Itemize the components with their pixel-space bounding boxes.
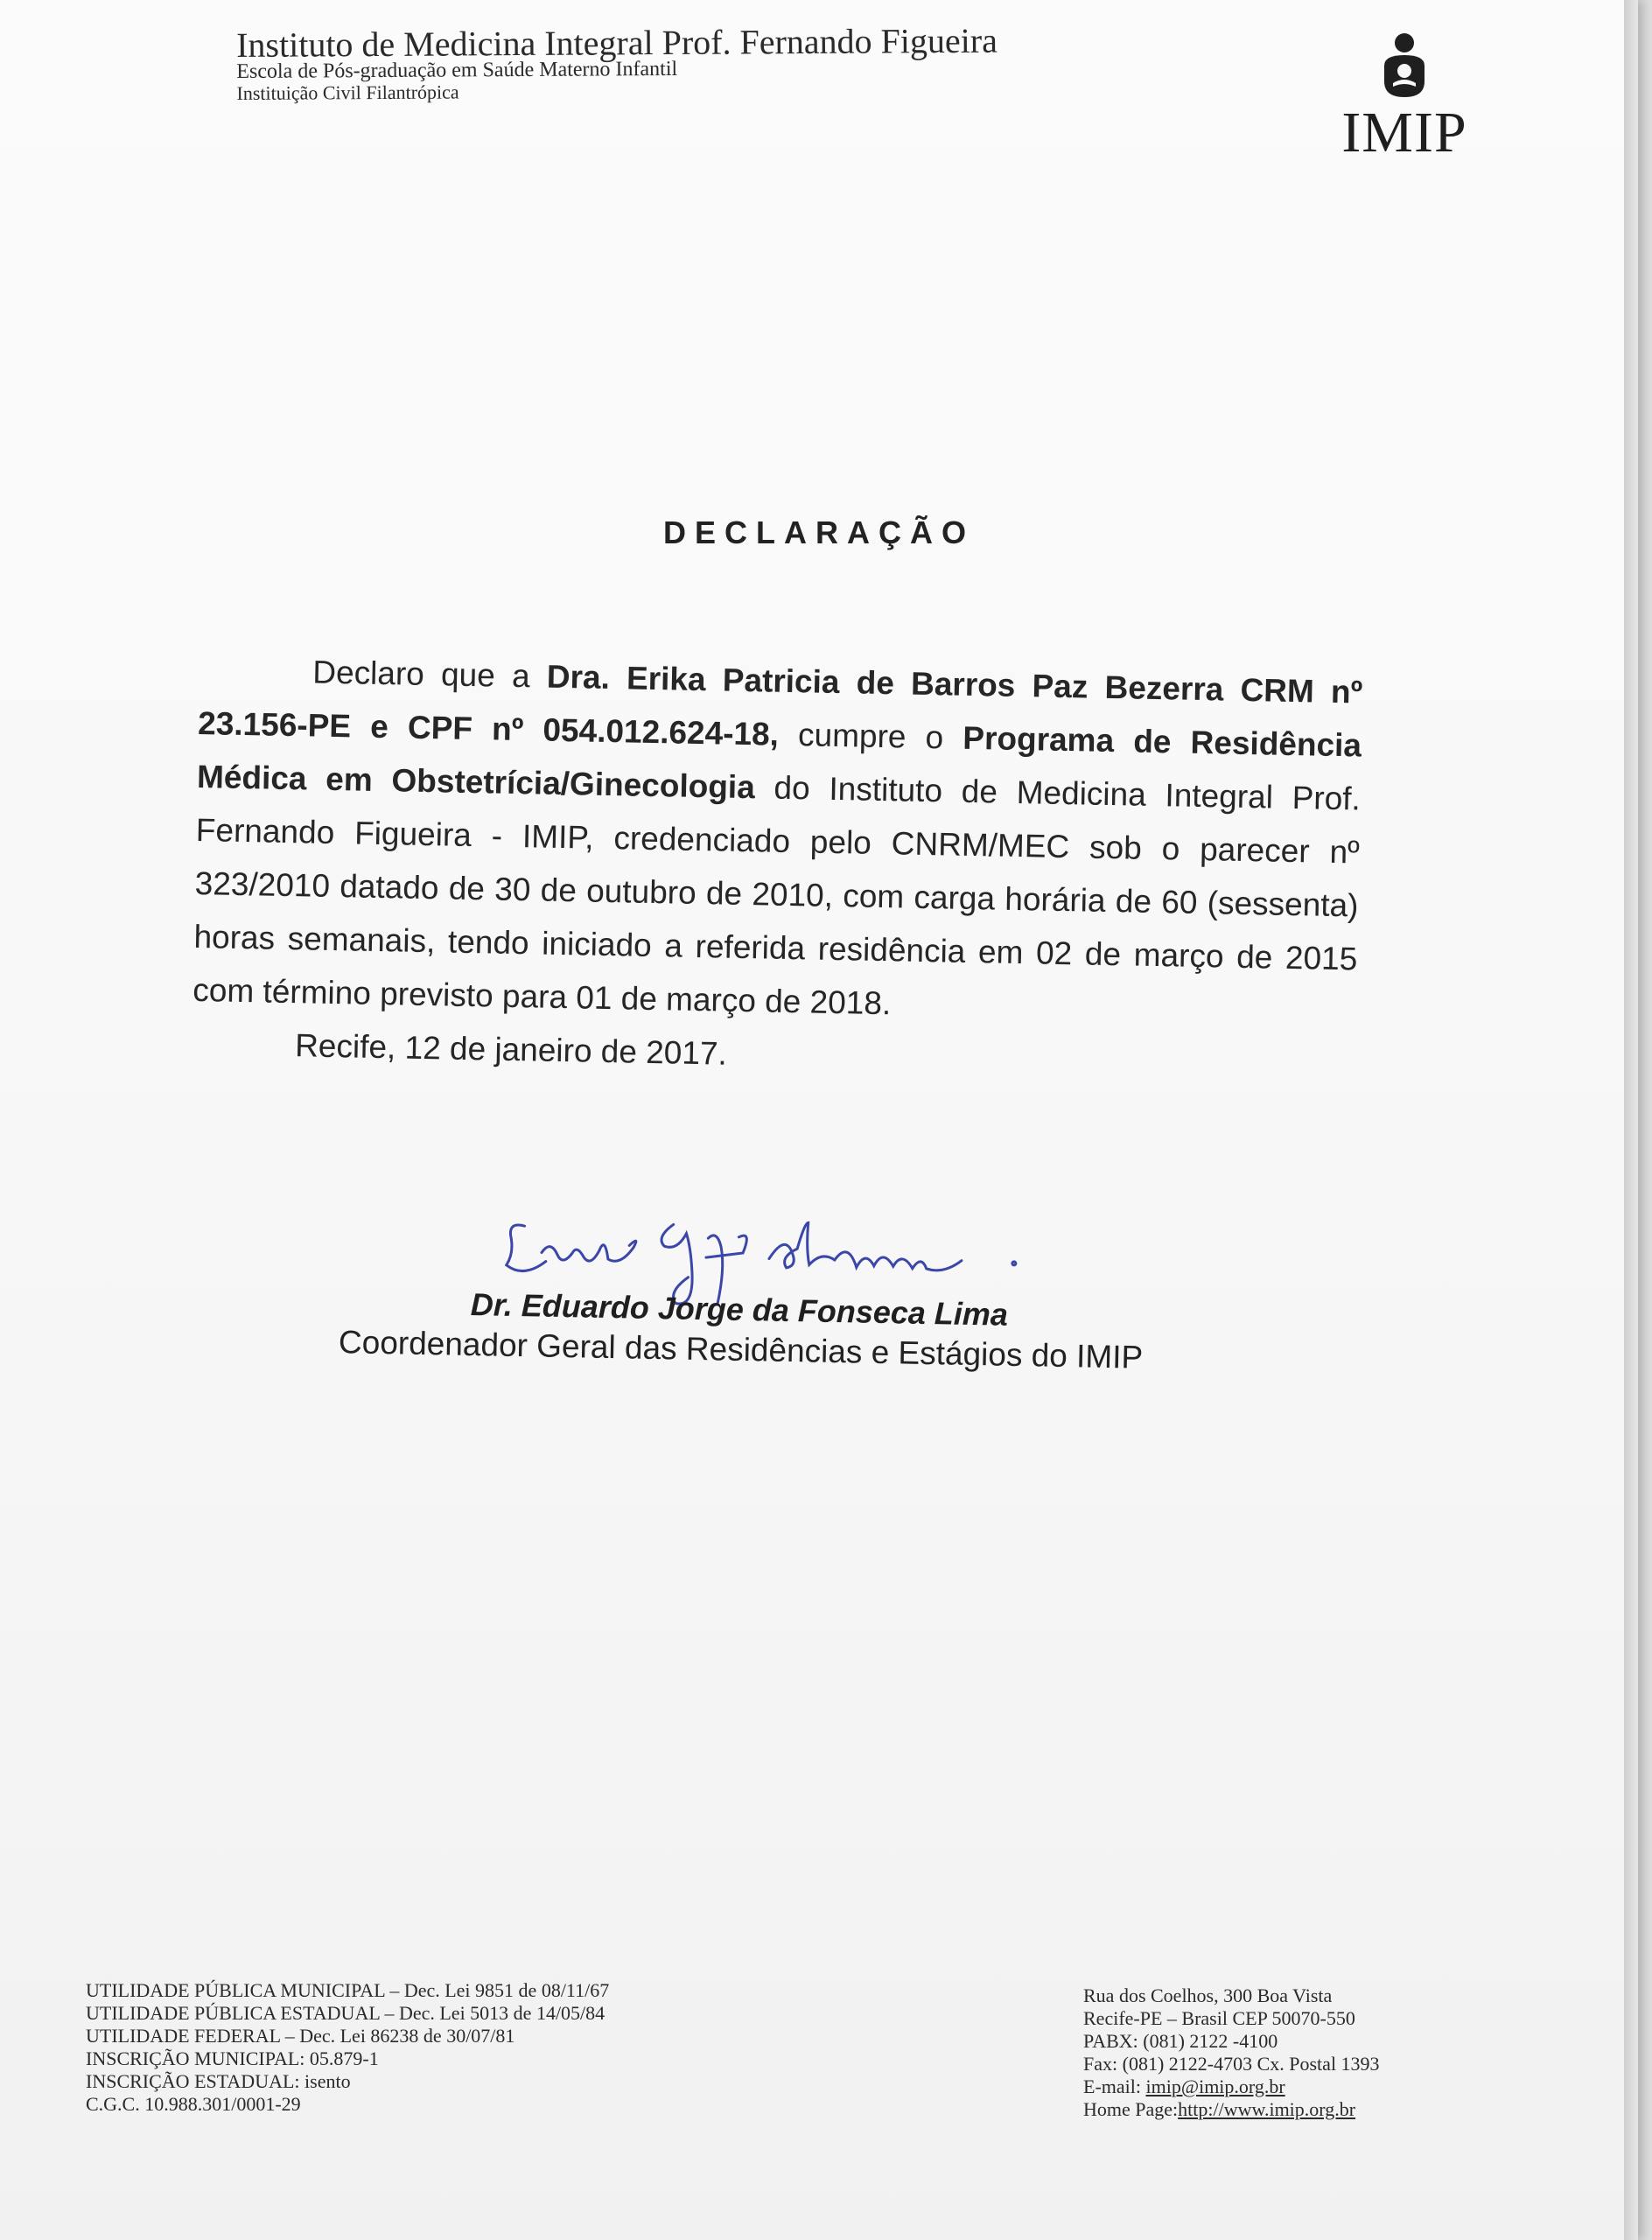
registration-line: UTILIDADE PÚBLICA MUNICIPAL – Dec. Lei 9851 de 08/11/67 xyxy=(86,1979,610,2001)
email-link[interactable]: imip@imip.org.br xyxy=(1145,2076,1285,2097)
pabx-line: PABX: (081) 2122 -4100 xyxy=(1083,2030,1278,2052)
city-line: Recife-PE – Brasil CEP 50070-550 xyxy=(1083,2007,1355,2029)
homepage-line xyxy=(1083,2098,1380,2121)
institution-type: Instituição Civil Filantrópica xyxy=(236,80,459,104)
email-line xyxy=(1083,2076,1380,2098)
registration-line: UTILIDADE FEDERAL – Dec. Lei 86238 de 30/07/81 xyxy=(86,2025,515,2047)
signature-block xyxy=(338,1208,1146,1376)
date-line: Recife, 12 de janeiro de 2017. xyxy=(294,1027,728,1072)
logo-text: IMIP xyxy=(1341,101,1467,164)
registration-line: INSCRIÇÃO MUNICIPAL: 05.879-1 xyxy=(86,2048,379,2069)
doctor-identification: Dra. Erika Patricia de Barros Paz Bezerra CRM nº 23.156-PE e CPF nº 054.012.624-18, xyxy=(197,658,1363,752)
signatory-name: Dr. Eduardo Jorge da Fonseca Lima xyxy=(470,1285,1009,1333)
declaration-body xyxy=(192,643,1363,1092)
imip-logo xyxy=(1317,31,1492,162)
registration-line: C.G.C. 10.988.301/0001-29 xyxy=(86,2093,301,2115)
contact-info xyxy=(1083,1984,1380,2121)
fax-line: Fax: (081) 2122-4703 Cx. Postal 1393 xyxy=(1083,2053,1380,2075)
homepage-link[interactable]: http://www.imip.org.br xyxy=(1178,2098,1356,2120)
mother-child-icon xyxy=(1374,31,1435,101)
address-line: Rua dos Coelhos, 300 Boa Vista xyxy=(1083,1984,1333,2006)
document-title: DECLARAÇÃO xyxy=(663,514,975,550)
institution-name: Instituto de Medicina Integral Prof. Fernando Figueira xyxy=(235,20,998,65)
residency-program: Programa de Residência Médica em Obstetrícia/Ginecologia xyxy=(196,719,1362,806)
signatory-role: Coordenador Geral das Residências e Estágios do IMIP xyxy=(338,1324,1144,1376)
registration-line: UTILIDADE PÚBLICA ESTADUAL – Dec. Lei 5013 de 14/05/84 xyxy=(86,2002,606,2024)
letterhead xyxy=(236,22,998,105)
text-cumpre: cumpre o xyxy=(778,716,963,756)
registration-line: INSCRIÇÃO ESTADUAL: isento xyxy=(86,2070,351,2092)
school-name: Escola de Pós-graduação em Saúde Materno Infantil xyxy=(236,57,678,83)
email-label: E-mail: xyxy=(1083,2076,1146,2097)
page-edge xyxy=(1624,0,1638,2240)
homepage-label: Home Page: xyxy=(1083,2098,1179,2120)
text-details: do Instituto de Medicina Integral Prof. Fernando Figueira - IMIP, credenciado pelo CNRM/MEC sob o parecer nº 323/2010 datado de 30 de outubro de 2010, com carga horária de 60 (sessenta) horas semanais, tendo iniciado a referida residência em 02 de março de 2015 com término previsto para 01 de março de 2018. xyxy=(192,769,1362,1022)
text-declaro: Declaro que a xyxy=(312,654,548,695)
declaration-paragraph xyxy=(192,643,1363,1039)
legal-registrations xyxy=(86,1979,609,2116)
